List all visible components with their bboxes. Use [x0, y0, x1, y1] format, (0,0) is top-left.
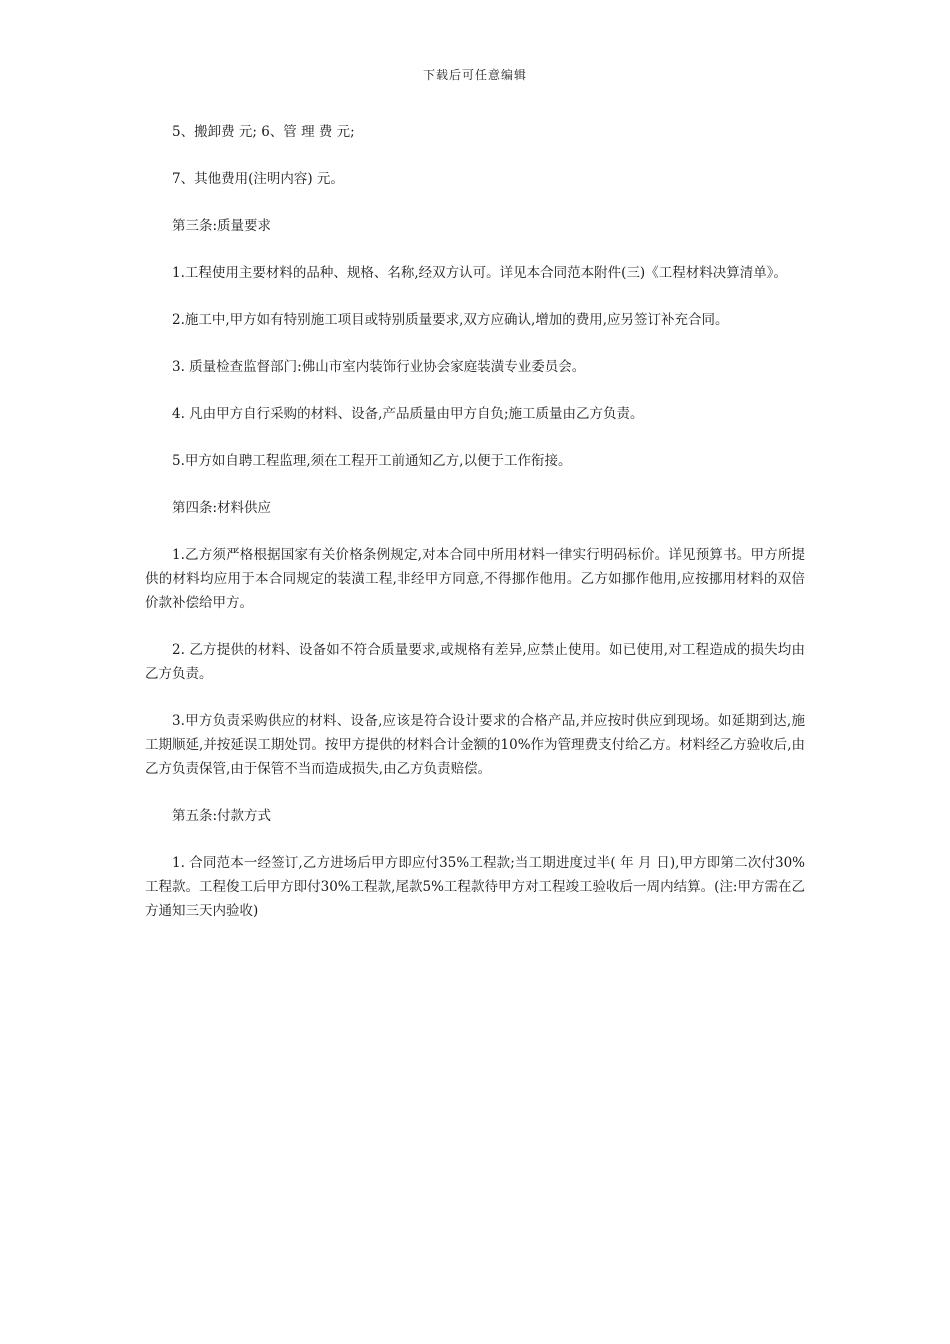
article-4-clause-3: 3.甲方负责采购供应的材料、设备,应该是符合设计要求的合格产品,并应按时供应到现场。如延期到达,施工期顺延,并按延误工期处罚。按甲方提供的材料合计金额的10%作为管理费支付给乙方。材料经乙方验收后,由乙方负责保管,由于保管不当而造成损失,由乙方负责赔偿。 — [145, 713, 805, 777]
article-3-clause-3: 3. 质量检查监督部门:佛山市室内装饰行业协会家庭装潢专业委员会。 — [172, 359, 586, 375]
article-3-clause-2: 2.施工中,甲方如有特别施工项目或特别质量要求,双方应确认,增加的费用,应另签订补充合同。 — [172, 312, 729, 328]
article-5-heading: 第五条:付款方式 — [172, 808, 272, 824]
article-3-clause-5: 5.甲方如自聘工程监理,须在工程开工前通知乙方,以便于工作衔接。 — [172, 453, 572, 469]
article-3-heading: 第三条:质量要求 — [172, 218, 272, 234]
article-3-clause-4: 4. 凡由甲方自行采购的材料、设备,产品质量由甲方自负;施工质量由乙方负责。 — [172, 406, 644, 422]
page-header-note: 下载后可任意编辑 — [422, 68, 527, 82]
article-4-clause-1: 1.乙方须严格根据国家有关价格条例规定,对本合同中所用材料一律实行明码标价。详见预算书。甲方所提供的材料均应用于本合同规定的装潢工程,非经甲方同意,不得挪作他用。乙方如挪作他用,应按挪用材料的双倍价款补偿给甲方。 — [145, 547, 805, 611]
article-4-heading: 第四条:材料供应 — [172, 500, 272, 516]
fee-items-line: 5、搬卸费 元; 6、管 理 费 元; — [172, 124, 355, 140]
document-body — [145, 120, 805, 946]
other-fees-line: 7、其他费用(注明内容) 元。 — [172, 171, 344, 187]
article-5-clause-1: 1. 合同范本一经签订,乙方进场后甲方即应付35%工程款;当工期进度过半( 年 月 日),甲方即第二次付30%工程款。工程俊工后甲方即付30%工程款,尾款5%工程款待甲方对工程竣工验收后一周内结算。(注:甲方需在乙方通知三天内验收) — [145, 855, 805, 919]
article-4-clause-2: 2. 乙方提供的材料、设备如不符合质量要求,或规格有差异,应禁止使用。如已使用,对工程造成的损失均由乙方负责。 — [145, 642, 805, 682]
article-3-clause-1: 1.工程使用主要材料的品种、规格、名称,经双方认可。详见本合同范本附件(三)《工程材料决算清单》。 — [172, 265, 787, 281]
